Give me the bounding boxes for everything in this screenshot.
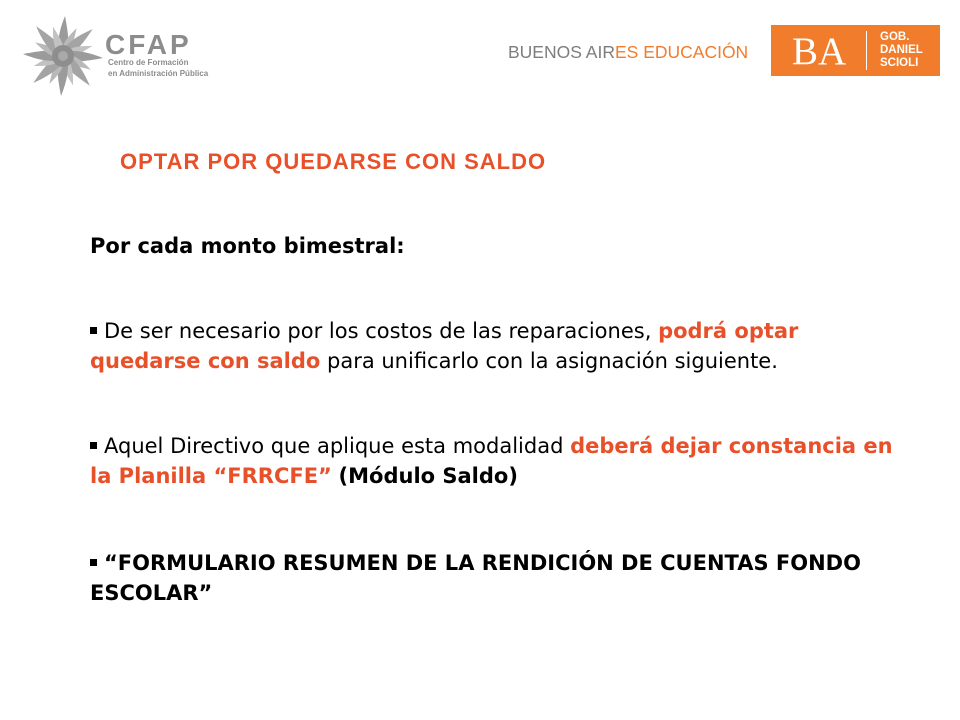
bullet-line [90,346,798,376]
ba-government-badge [771,25,940,76]
bullet-line [90,431,893,461]
bullet-square-icon [90,327,97,334]
cfap-wordmark: CFAP [105,29,192,60]
bullet-line [90,316,798,346]
sun-core [58,51,68,61]
bullet-text: Aquel Directivo que aplique esta modalidad [104,434,564,458]
badge-divider [866,31,867,70]
bullet-item [90,548,861,608]
slide-title: OPTAR POR QUEDARSE CON SALDO [120,149,547,174]
bullet-square-icon [90,442,97,449]
bullet-highlight-text: deberá dejar constancia en [570,434,893,458]
bullet-highlight-text: quedarse con saldo [90,349,321,373]
bullet-item [90,316,798,376]
government-line: SCIOLI [880,57,919,69]
government-line: DANIEL [880,44,923,56]
bullet-item [90,431,893,491]
bullet-bold-text: (Módulo Saldo) [338,464,518,488]
logo-text-gray: BUENOS AIR [508,42,615,62]
government-line: GOB. [880,31,910,43]
sun-icon [22,15,104,97]
bullet-bold-text: ESCOLAR” [90,581,213,605]
cfap-subtitle-line-2: en Administración Pública [108,69,209,78]
bullet-text: De ser necesario por los costos de las reparaciones, [104,319,652,343]
logo-text-orange: ES EDUCACIÓN [614,42,749,62]
cfap-subtitle-line-1: Centro de Formación [108,58,189,67]
government-name [880,31,923,70]
ba-mark: BA [792,30,847,73]
bullet-square-icon [90,559,97,566]
buenos-aires-educacion-logo [508,42,748,62]
bullet-line [90,578,861,608]
bullet-line [90,461,893,491]
bullet-text: para unificarlo con la asignación siguiente. [327,349,778,373]
bullet-highlight-text: la Planilla “FRRCFE” [90,464,332,488]
intro-text: Por cada monto bimestral: [90,234,405,258]
bullet-bold-text: “FORMULARIO RESUMEN DE LA RENDICIÓN DE CUENTAS FONDO [104,551,861,575]
bullet-line [90,548,861,578]
bullet-highlight-text: podrá optar [658,319,799,343]
